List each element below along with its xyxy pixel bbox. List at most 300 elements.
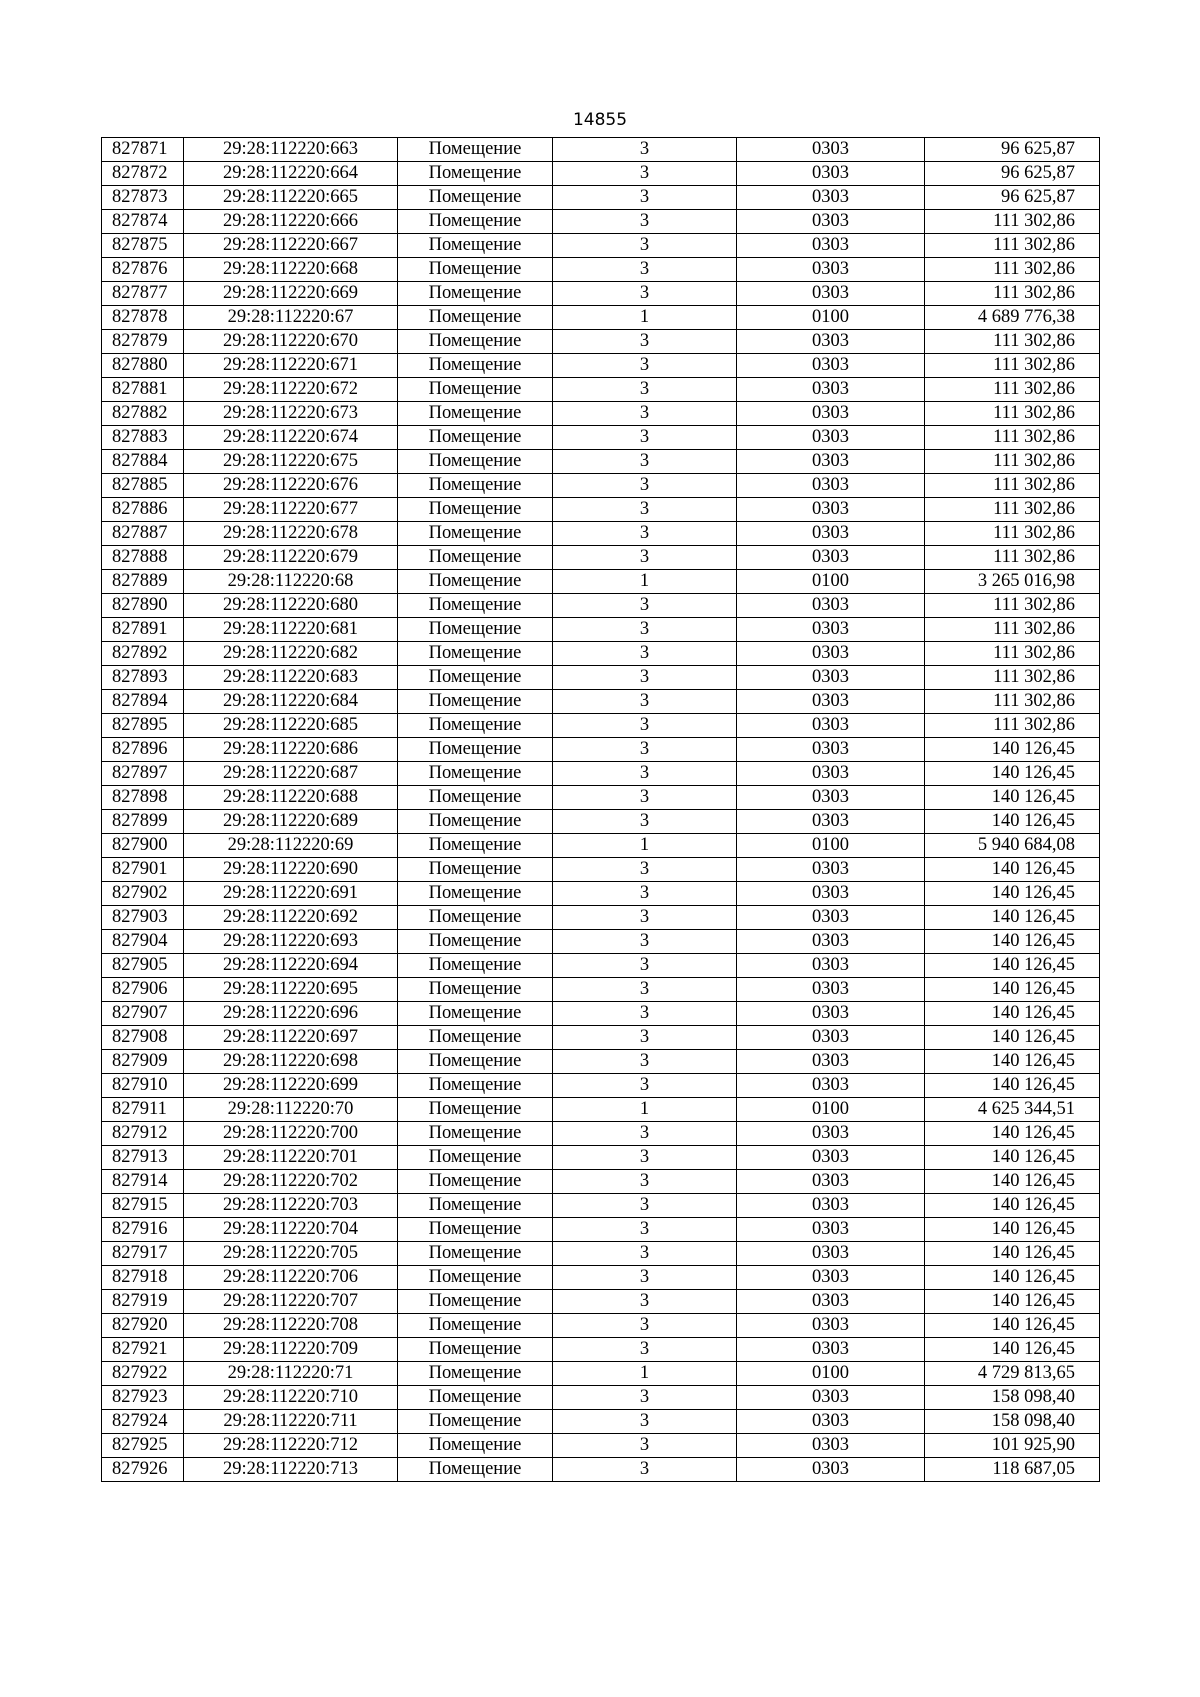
cadastral-number-cell: 29:28:112220:675 [184, 450, 398, 474]
object-type-cell: Помещение [398, 1434, 553, 1458]
cadastral-value-cell: 111 302,86 [925, 426, 1100, 450]
cadastral-value-cell: 96 625,87 [925, 186, 1100, 210]
code-cell: 3 [553, 906, 737, 930]
code-cell: 3 [553, 738, 737, 762]
cadastral-number-cell: 29:28:112220:707 [184, 1290, 398, 1314]
cadastral-value-cell: 158 098,40 [925, 1410, 1100, 1434]
cadastral-number-cell: 29:28:112220:709 [184, 1338, 398, 1362]
row-number-cell: 827908 [102, 1026, 184, 1050]
table-row [102, 666, 1100, 690]
row-number-cell: 827876 [102, 258, 184, 282]
cadastral-number-cell: 29:28:112220:696 [184, 1002, 398, 1026]
table-row [102, 786, 1100, 810]
code-cell: 3 [553, 402, 737, 426]
code-cell: 3 [553, 1194, 737, 1218]
row-number-cell: 827917 [102, 1242, 184, 1266]
code-cell: 3 [553, 1170, 737, 1194]
group-code-cell: 0303 [737, 498, 925, 522]
cadastral-number-cell: 29:28:112220:677 [184, 498, 398, 522]
code-cell: 3 [553, 138, 737, 162]
group-code-cell: 0303 [737, 234, 925, 258]
cadastral-value-cell: 140 126,45 [925, 1026, 1100, 1050]
group-code-cell: 0303 [737, 642, 925, 666]
row-number-cell: 827925 [102, 1434, 184, 1458]
cadastral-value-cell: 140 126,45 [925, 882, 1100, 906]
cadastral-number-cell: 29:28:112220:664 [184, 162, 398, 186]
cadastral-value-cell: 140 126,45 [925, 1050, 1100, 1074]
cadastral-value-cell: 111 302,86 [925, 354, 1100, 378]
table-row [102, 1314, 1100, 1338]
object-type-cell: Помещение [398, 402, 553, 426]
group-code-cell: 0303 [737, 282, 925, 306]
cadastral-value-cell: 140 126,45 [925, 954, 1100, 978]
table-row [102, 834, 1100, 858]
object-type-cell: Помещение [398, 810, 553, 834]
cadastral-value-cell: 111 302,86 [925, 618, 1100, 642]
code-cell: 3 [553, 1290, 737, 1314]
code-cell: 3 [553, 210, 737, 234]
cadastral-value-cell: 4 625 344,51 [925, 1098, 1100, 1122]
object-type-cell: Помещение [398, 138, 553, 162]
table-row [102, 1362, 1100, 1386]
table-row [102, 186, 1100, 210]
row-number-cell: 827911 [102, 1098, 184, 1122]
table-row [102, 258, 1100, 282]
row-number-cell: 827924 [102, 1410, 184, 1434]
object-type-cell: Помещение [398, 306, 553, 330]
cadastral-value-cell: 140 126,45 [925, 1290, 1100, 1314]
cadastral-number-cell: 29:28:112220:712 [184, 1434, 398, 1458]
cadastral-value-cell: 111 302,86 [925, 330, 1100, 354]
row-number-cell: 827923 [102, 1386, 184, 1410]
row-number-cell: 827880 [102, 354, 184, 378]
code-cell: 3 [553, 354, 737, 378]
code-cell: 3 [553, 1434, 737, 1458]
cadastral-value-cell: 111 302,86 [925, 210, 1100, 234]
cadastral-value-table [101, 137, 1100, 1482]
object-type-cell: Помещение [398, 714, 553, 738]
table-row [102, 762, 1100, 786]
cadastral-value-cell: 140 126,45 [925, 762, 1100, 786]
group-code-cell: 0303 [737, 1122, 925, 1146]
object-type-cell: Помещение [398, 1194, 553, 1218]
object-type-cell: Помещение [398, 882, 553, 906]
cadastral-number-cell: 29:28:112220:703 [184, 1194, 398, 1218]
table-row [102, 450, 1100, 474]
object-type-cell: Помещение [398, 594, 553, 618]
table-row [102, 210, 1100, 234]
cadastral-value-cell: 111 302,86 [925, 522, 1100, 546]
table-row [102, 810, 1100, 834]
table-row [102, 1122, 1100, 1146]
cadastral-number-cell: 29:28:112220:705 [184, 1242, 398, 1266]
group-code-cell: 0303 [737, 210, 925, 234]
group-code-cell: 0303 [737, 1338, 925, 1362]
cadastral-number-cell: 29:28:112220:682 [184, 642, 398, 666]
cadastral-value-cell: 140 126,45 [925, 738, 1100, 762]
group-code-cell: 0303 [737, 474, 925, 498]
cadastral-value-cell: 101 925,90 [925, 1434, 1100, 1458]
code-cell: 3 [553, 378, 737, 402]
group-code-cell: 0303 [737, 1314, 925, 1338]
code-cell: 3 [553, 882, 737, 906]
code-cell: 3 [553, 282, 737, 306]
object-type-cell: Помещение [398, 498, 553, 522]
cadastral-value-cell: 140 126,45 [925, 1074, 1100, 1098]
group-code-cell: 0303 [737, 258, 925, 282]
cadastral-value-cell: 140 126,45 [925, 858, 1100, 882]
row-number-cell: 827906 [102, 978, 184, 1002]
group-code-cell: 0303 [737, 1194, 925, 1218]
code-cell: 3 [553, 690, 737, 714]
row-number-cell: 827922 [102, 1362, 184, 1386]
table-row [102, 1098, 1100, 1122]
group-code-cell: 0303 [737, 1170, 925, 1194]
cadastral-value-cell: 140 126,45 [925, 810, 1100, 834]
code-cell: 3 [553, 810, 737, 834]
group-code-cell: 0303 [737, 522, 925, 546]
group-code-cell: 0100 [737, 570, 925, 594]
cadastral-number-cell: 29:28:112220:710 [184, 1386, 398, 1410]
object-type-cell: Помещение [398, 234, 553, 258]
cadastral-value-cell: 111 302,86 [925, 690, 1100, 714]
group-code-cell: 0303 [737, 1050, 925, 1074]
cadastral-value-cell: 140 126,45 [925, 1338, 1100, 1362]
table-row [102, 1386, 1100, 1410]
table-row [102, 978, 1100, 1002]
table-body [102, 138, 1100, 1482]
object-type-cell: Помещение [398, 1290, 553, 1314]
cadastral-number-cell: 29:28:112220:666 [184, 210, 398, 234]
cadastral-value-cell: 140 126,45 [925, 906, 1100, 930]
table-row [102, 1026, 1100, 1050]
group-code-cell: 0303 [737, 426, 925, 450]
code-cell: 3 [553, 930, 737, 954]
group-code-cell: 0303 [737, 762, 925, 786]
object-type-cell: Помещение [398, 762, 553, 786]
cadastral-number-cell: 29:28:112220:689 [184, 810, 398, 834]
cadastral-number-cell: 29:28:112220:670 [184, 330, 398, 354]
table-row [102, 594, 1100, 618]
code-cell: 3 [553, 858, 737, 882]
cadastral-value-cell: 111 302,86 [925, 546, 1100, 570]
row-number-cell: 827886 [102, 498, 184, 522]
table-row [102, 1074, 1100, 1098]
table-row [102, 1218, 1100, 1242]
table-row [102, 378, 1100, 402]
cadastral-number-cell: 29:28:112220:697 [184, 1026, 398, 1050]
table-row [102, 282, 1100, 306]
row-number-cell: 827898 [102, 786, 184, 810]
cadastral-number-cell: 29:28:112220:669 [184, 282, 398, 306]
group-code-cell: 0303 [737, 786, 925, 810]
row-number-cell: 827884 [102, 450, 184, 474]
object-type-cell: Помещение [398, 1170, 553, 1194]
cadastral-number-cell: 29:28:112220:711 [184, 1410, 398, 1434]
row-number-cell: 827895 [102, 714, 184, 738]
table-row [102, 1458, 1100, 1482]
code-cell: 3 [553, 498, 737, 522]
row-number-cell: 827913 [102, 1146, 184, 1170]
table-row [102, 1290, 1100, 1314]
object-type-cell: Помещение [398, 1122, 553, 1146]
group-code-cell: 0303 [737, 1242, 925, 1266]
cadastral-number-cell: 29:28:112220:686 [184, 738, 398, 762]
row-number-cell: 827885 [102, 474, 184, 498]
cadastral-number-cell: 29:28:112220:699 [184, 1074, 398, 1098]
table-row [102, 690, 1100, 714]
cadastral-number-cell: 29:28:112220:713 [184, 1458, 398, 1482]
cadastral-value-cell: 118 687,05 [925, 1458, 1100, 1482]
row-number-cell: 827900 [102, 834, 184, 858]
cadastral-number-cell: 29:28:112220:673 [184, 402, 398, 426]
cadastral-number-cell: 29:28:112220:690 [184, 858, 398, 882]
cadastral-value-cell: 111 302,86 [925, 594, 1100, 618]
object-type-cell: Помещение [398, 546, 553, 570]
code-cell: 3 [553, 1242, 737, 1266]
row-number-cell: 827883 [102, 426, 184, 450]
object-type-cell: Помещение [398, 1146, 553, 1170]
code-cell: 3 [553, 258, 737, 282]
code-cell: 3 [553, 978, 737, 1002]
table-row [102, 402, 1100, 426]
cadastral-value-cell: 111 302,86 [925, 714, 1100, 738]
group-code-cell: 0303 [737, 930, 925, 954]
row-number-cell: 827894 [102, 690, 184, 714]
cadastral-value-cell: 111 302,86 [925, 402, 1100, 426]
row-number-cell: 827909 [102, 1050, 184, 1074]
cadastral-value-cell: 140 126,45 [925, 978, 1100, 1002]
group-code-cell: 0303 [737, 618, 925, 642]
group-code-cell: 0303 [737, 858, 925, 882]
object-type-cell: Помещение [398, 450, 553, 474]
cadastral-value-cell: 140 126,45 [925, 1266, 1100, 1290]
cadastral-number-cell: 29:28:112220:708 [184, 1314, 398, 1338]
cadastral-value-cell: 140 126,45 [925, 1146, 1100, 1170]
object-type-cell: Помещение [398, 906, 553, 930]
object-type-cell: Помещение [398, 330, 553, 354]
cadastral-number-cell: 29:28:112220:687 [184, 762, 398, 786]
code-cell: 3 [553, 1122, 737, 1146]
object-type-cell: Помещение [398, 666, 553, 690]
row-number-cell: 827873 [102, 186, 184, 210]
table-row [102, 906, 1100, 930]
row-number-cell: 827875 [102, 234, 184, 258]
cadastral-value-cell: 5 940 684,08 [925, 834, 1100, 858]
code-cell: 3 [553, 714, 737, 738]
table-row [102, 1434, 1100, 1458]
group-code-cell: 0303 [737, 1458, 925, 1482]
object-type-cell: Помещение [398, 522, 553, 546]
cadastral-value-cell: 96 625,87 [925, 138, 1100, 162]
code-cell: 3 [553, 618, 737, 642]
code-cell: 3 [553, 954, 737, 978]
code-cell: 3 [553, 1338, 737, 1362]
code-cell: 3 [553, 1002, 737, 1026]
code-cell: 3 [553, 330, 737, 354]
cadastral-number-cell: 29:28:112220:68 [184, 570, 398, 594]
group-code-cell: 0303 [737, 1410, 925, 1434]
cadastral-value-cell: 140 126,45 [925, 1242, 1100, 1266]
cadastral-value-cell: 111 302,86 [925, 642, 1100, 666]
object-type-cell: Помещение [398, 834, 553, 858]
object-type-cell: Помещение [398, 858, 553, 882]
row-number-cell: 827878 [102, 306, 184, 330]
cadastral-number-cell: 29:28:112220:667 [184, 234, 398, 258]
object-type-cell: Помещение [398, 258, 553, 282]
code-cell: 3 [553, 1026, 737, 1050]
table-row [102, 138, 1100, 162]
cadastral-value-cell: 140 126,45 [925, 786, 1100, 810]
object-type-cell: Помещение [398, 618, 553, 642]
table-row [102, 546, 1100, 570]
table-row [102, 474, 1100, 498]
cadastral-number-cell: 29:28:112220:694 [184, 954, 398, 978]
code-cell: 3 [553, 546, 737, 570]
cadastral-value-cell: 111 302,86 [925, 282, 1100, 306]
table-row [102, 234, 1100, 258]
row-number-cell: 827926 [102, 1458, 184, 1482]
cadastral-value-cell: 3 265 016,98 [925, 570, 1100, 594]
cadastral-value-cell: 140 126,45 [925, 930, 1100, 954]
table-row [102, 498, 1100, 522]
object-type-cell: Помещение [398, 378, 553, 402]
cadastral-number-cell: 29:28:112220:69 [184, 834, 398, 858]
code-cell: 3 [553, 666, 737, 690]
cadastral-number-cell: 29:28:112220:706 [184, 1266, 398, 1290]
code-cell: 3 [553, 1146, 737, 1170]
cadastral-number-cell: 29:28:112220:71 [184, 1362, 398, 1386]
cadastral-value-cell: 4 689 776,38 [925, 306, 1100, 330]
row-number-cell: 827899 [102, 810, 184, 834]
table-row [102, 858, 1100, 882]
group-code-cell: 0303 [737, 1002, 925, 1026]
object-type-cell: Помещение [398, 282, 553, 306]
table-row [102, 306, 1100, 330]
group-code-cell: 0303 [737, 1386, 925, 1410]
table-row [102, 1266, 1100, 1290]
table-row [102, 1410, 1100, 1434]
row-number-cell: 827920 [102, 1314, 184, 1338]
code-cell: 3 [553, 234, 737, 258]
group-code-cell: 0303 [737, 714, 925, 738]
cadastral-number-cell: 29:28:112220:680 [184, 594, 398, 618]
group-code-cell: 0303 [737, 162, 925, 186]
row-number-cell: 827877 [102, 282, 184, 306]
cadastral-number-cell: 29:28:112220:695 [184, 978, 398, 1002]
row-number-cell: 827919 [102, 1290, 184, 1314]
cadastral-number-cell: 29:28:112220:701 [184, 1146, 398, 1170]
object-type-cell: Помещение [398, 930, 553, 954]
object-type-cell: Помещение [398, 1026, 553, 1050]
cadastral-number-cell: 29:28:112220:688 [184, 786, 398, 810]
code-cell: 3 [553, 450, 737, 474]
table-row [102, 642, 1100, 666]
row-number-cell: 827915 [102, 1194, 184, 1218]
group-code-cell: 0303 [737, 186, 925, 210]
table-row [102, 570, 1100, 594]
row-number-cell: 827896 [102, 738, 184, 762]
cadastral-number-cell: 29:28:112220:704 [184, 1218, 398, 1242]
cadastral-number-cell: 29:28:112220:684 [184, 690, 398, 714]
table-row [102, 1242, 1100, 1266]
object-type-cell: Помещение [398, 642, 553, 666]
cadastral-number-cell: 29:28:112220:683 [184, 666, 398, 690]
cadastral-value-cell: 111 302,86 [925, 258, 1100, 282]
code-cell: 3 [553, 594, 737, 618]
cadastral-number-cell: 29:28:112220:67 [184, 306, 398, 330]
row-number-cell: 827905 [102, 954, 184, 978]
page-number: 14855 [572, 110, 628, 130]
cadastral-number-cell: 29:28:112220:668 [184, 258, 398, 282]
table-row [102, 714, 1100, 738]
object-type-cell: Помещение [398, 474, 553, 498]
table-row [102, 738, 1100, 762]
row-number-cell: 827889 [102, 570, 184, 594]
cadastral-value-cell: 111 302,86 [925, 666, 1100, 690]
cadastral-value-cell: 111 302,86 [925, 450, 1100, 474]
cadastral-number-cell: 29:28:112220:665 [184, 186, 398, 210]
object-type-cell: Помещение [398, 738, 553, 762]
group-code-cell: 0303 [737, 1074, 925, 1098]
code-cell: 3 [553, 1458, 737, 1482]
object-type-cell: Помещение [398, 1386, 553, 1410]
code-cell: 1 [553, 1362, 737, 1386]
code-cell: 3 [553, 474, 737, 498]
cadastral-number-cell: 29:28:112220:692 [184, 906, 398, 930]
row-number-cell: 827921 [102, 1338, 184, 1362]
row-number-cell: 827872 [102, 162, 184, 186]
group-code-cell: 0303 [737, 1290, 925, 1314]
object-type-cell: Помещение [398, 1314, 553, 1338]
code-cell: 3 [553, 642, 737, 666]
code-cell: 3 [553, 762, 737, 786]
group-code-cell: 0303 [737, 882, 925, 906]
row-number-cell: 827897 [102, 762, 184, 786]
cadastral-number-cell: 29:28:112220:679 [184, 546, 398, 570]
code-cell: 3 [553, 1386, 737, 1410]
code-cell: 1 [553, 570, 737, 594]
cadastral-number-cell: 29:28:112220:674 [184, 426, 398, 450]
row-number-cell: 827907 [102, 1002, 184, 1026]
cadastral-value-cell: 140 126,45 [925, 1314, 1100, 1338]
table-row [102, 1338, 1100, 1362]
table-row [102, 330, 1100, 354]
group-code-cell: 0100 [737, 1362, 925, 1386]
row-number-cell: 827916 [102, 1218, 184, 1242]
object-type-cell: Помещение [398, 690, 553, 714]
object-type-cell: Помещение [398, 1074, 553, 1098]
table-row [102, 954, 1100, 978]
object-type-cell: Помещение [398, 1098, 553, 1122]
group-code-cell: 0303 [737, 954, 925, 978]
cadastral-number-cell: 29:28:112220:698 [184, 1050, 398, 1074]
group-code-cell: 0303 [737, 666, 925, 690]
row-number-cell: 827890 [102, 594, 184, 618]
object-type-cell: Помещение [398, 354, 553, 378]
cadastral-value-cell: 158 098,40 [925, 1386, 1100, 1410]
group-code-cell: 0303 [737, 738, 925, 762]
cadastral-number-cell: 29:28:112220:691 [184, 882, 398, 906]
code-cell: 3 [553, 1074, 737, 1098]
row-number-cell: 827904 [102, 930, 184, 954]
group-code-cell: 0303 [737, 354, 925, 378]
row-number-cell: 827874 [102, 210, 184, 234]
code-cell: 3 [553, 1266, 737, 1290]
group-code-cell: 0303 [737, 1218, 925, 1242]
cadastral-value-cell: 4 729 813,65 [925, 1362, 1100, 1386]
group-code-cell: 0303 [737, 810, 925, 834]
